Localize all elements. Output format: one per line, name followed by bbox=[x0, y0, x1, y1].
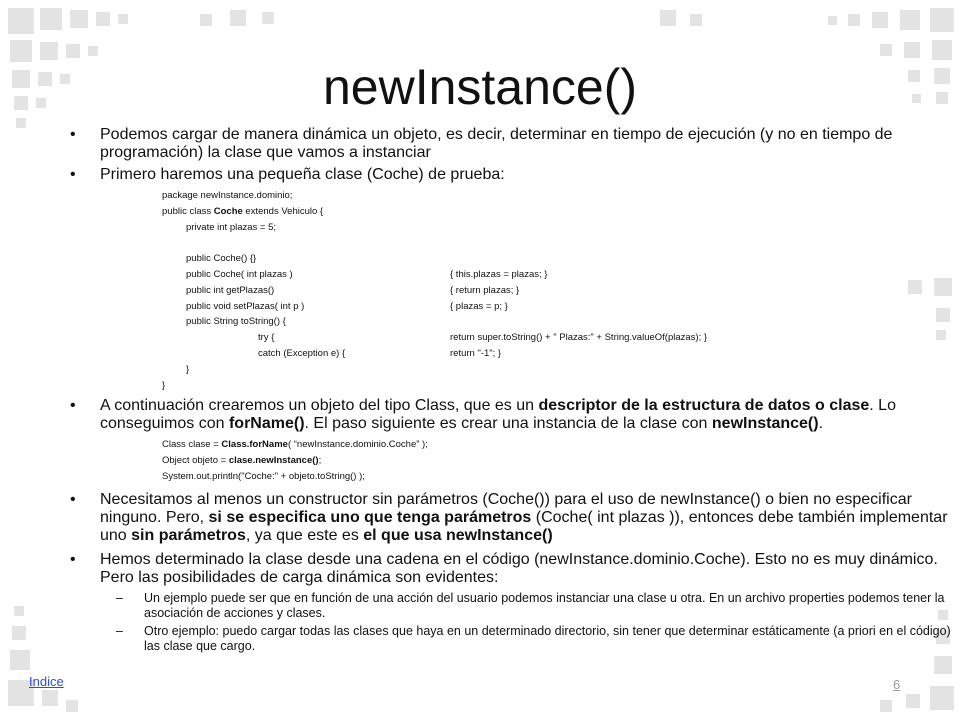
bullet-2: • Primero haremos una pequeña clase (Coche) de prueba: bbox=[70, 166, 956, 184]
bullet-3-text: . El paso siguiente es crear una instancia de la clase con bbox=[304, 415, 712, 433]
code-line-right: { plazas = p; } bbox=[450, 300, 508, 312]
code-line: System.out.println("Coche:" + objeto.toString() ); bbox=[162, 470, 365, 482]
code-line bbox=[162, 204, 323, 220]
sub-bullet-1: – Un ejemplo puede ser que en función de una acción del usuario podemos instanciar una clase u otra. En un archivo properties podemos tener la asociación de acciones y clases. bbox=[70, 591, 956, 621]
bullet-3-bold: descriptor de la estructura de datos o clase bbox=[538, 397, 870, 415]
bullet-4-bold: si se especifica uno que tenga parámetros bbox=[208, 508, 532, 526]
bullet-4-bold: el que usa newInstance() bbox=[363, 526, 553, 544]
sub-bullet-2: – Otro ejemplo: puedo cargar todas las clases que haya en un determinado directorio, sin tener que determinar estáticamente (a priori en el código) las clase que cargo. bbox=[70, 624, 956, 654]
code-line: public Coche() {} bbox=[186, 253, 257, 265]
code-block-coche bbox=[70, 188, 956, 393]
bullet-4-text: (Coche( int plazas )), entonces debe también implementar uno bbox=[100, 508, 948, 544]
bullet-4-text: , ya que este es bbox=[245, 526, 364, 544]
code-line: public int getPlazas() bbox=[186, 284, 275, 296]
code-text: public class bbox=[162, 205, 214, 217]
code-line: catch (Exception e) { bbox=[258, 347, 346, 359]
slide-title: newInstance() bbox=[322, 59, 638, 115]
bullet-3-text: . bbox=[818, 415, 824, 433]
bullet-5: • Hemos determinado la clase desde una cadena en el código (newInstance.dominio.Coche). Esto no es muy dinámico. Pero las posibilidades de carga dinámica son evidentes: bbox=[70, 551, 956, 587]
code-line: private int plazas = 5; bbox=[186, 221, 277, 233]
bullet-4-bold: sin parámetros bbox=[131, 526, 246, 544]
bullet-3-text: A continuación crearemos un objeto del tipo Class, que es un bbox=[100, 397, 539, 415]
code-line: package newInstance.dominio; bbox=[162, 190, 293, 201]
code-text: ; bbox=[318, 455, 322, 467]
code-text: Class clase = bbox=[162, 439, 222, 451]
bullet-4 bbox=[70, 491, 956, 545]
code-line: public void setPlazas( int p ) bbox=[186, 300, 305, 312]
code-line-right: { return plazas; } bbox=[450, 284, 520, 296]
code-text-bold: clase.newInstance() bbox=[228, 455, 319, 467]
code-line: } bbox=[162, 379, 166, 391]
code-line: public Coche( int plazas ) bbox=[186, 268, 293, 280]
indice-link[interactable]: Indice bbox=[29, 674, 64, 689]
bullet-1: • Podemos cargar de manera dinámica un objeto, es decir, determinar en tiempo de ejecución (y no en tiempo de programación) la clase que vamos a instanciar bbox=[70, 126, 956, 162]
code-text: extends Vehiculo { bbox=[242, 205, 324, 217]
code-line: public String toString() { bbox=[186, 316, 286, 328]
code-text-bold: Coche bbox=[213, 205, 243, 217]
code-block-forname bbox=[70, 437, 956, 484]
bullet-3-bold: newInstance() bbox=[711, 415, 819, 433]
code-line-right: return super.toString() + " Plazas:" + String.valueOf(plazas); } bbox=[450, 332, 708, 344]
code-text-bold: Class.forName bbox=[221, 439, 288, 451]
bullet-3-bold: forName() bbox=[228, 415, 305, 433]
page-number: 6 bbox=[893, 677, 901, 692]
bullet-3 bbox=[70, 397, 956, 433]
code-text: ( “newInstance.dominio.Coche” ); bbox=[287, 439, 428, 451]
code-line bbox=[162, 437, 428, 453]
code-line bbox=[162, 453, 321, 469]
code-line: try { bbox=[258, 332, 275, 344]
bullet-3-text: . Lo conseguimos con bbox=[100, 397, 896, 433]
slide-content bbox=[70, 126, 956, 657]
code-line: } bbox=[186, 363, 190, 375]
code-line-right: { this.plazas = plazas; } bbox=[450, 268, 548, 280]
code-text: Object objeto = bbox=[162, 455, 229, 467]
code-line-right: return "-1"; } bbox=[450, 347, 502, 359]
bullet-4-text: Necesitamos al menos un constructor sin parámetros (Coche()) para el uso de newInstance() o bien no especificar ninguno. Pero, bbox=[100, 490, 912, 526]
